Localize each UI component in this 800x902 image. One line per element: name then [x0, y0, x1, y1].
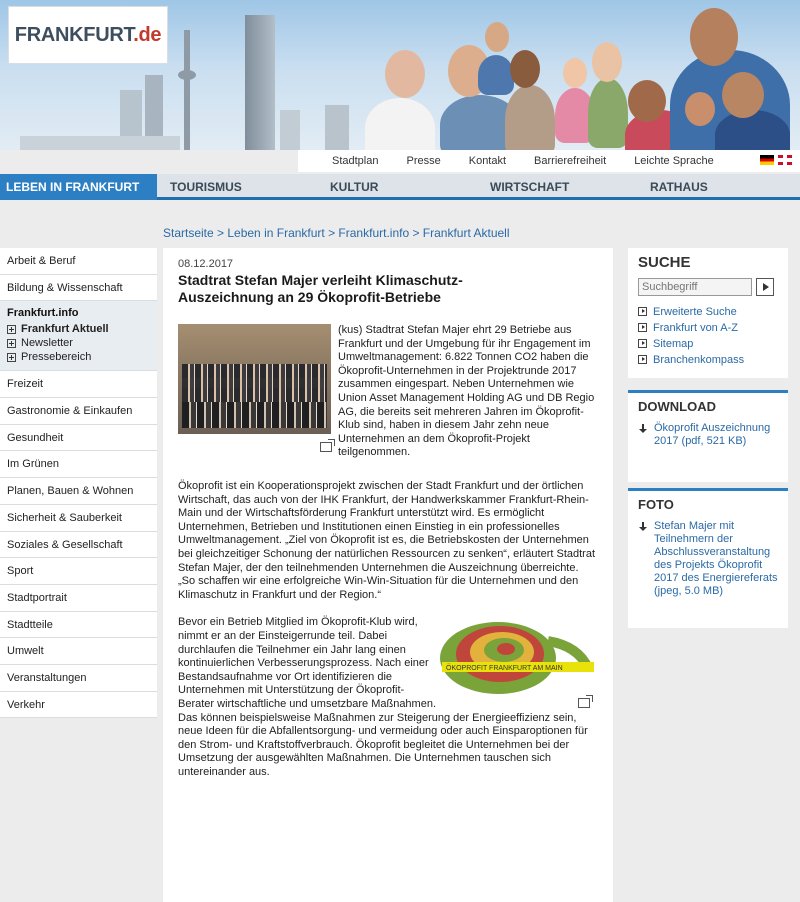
german-flag-icon[interactable]: [760, 155, 774, 165]
foto-box: [628, 488, 788, 628]
leftnav-item[interactable]: Freizeit: [0, 371, 157, 398]
leftnav-item[interactable]: Stadtteile: [0, 612, 157, 639]
leftnav-item[interactable]: Im Grünen: [0, 451, 157, 478]
leftnav-item[interactable]: Planen, Bauen & Wohnen: [0, 478, 157, 505]
leftnav-item[interactable]: Umwelt: [0, 638, 157, 665]
leftnav-group-title[interactable]: Frankfurt.info: [7, 307, 79, 320]
person-head: [685, 92, 715, 126]
photo-wrapper: [178, 324, 338, 466]
search-row: [638, 278, 780, 298]
play-arrow-icon: [763, 283, 769, 291]
article-title: Stadtrat Stefan Majer verleiht Klimaschutz-Auszeichnung an 29 Ökoprofit-Betriebe: [178, 272, 463, 305]
download-icon: [638, 522, 648, 532]
tv-tower: [184, 30, 190, 150]
person-head: [690, 8, 738, 66]
article: [163, 248, 613, 902]
download-title: DOWNLOAD: [638, 399, 716, 414]
arrow-box-icon: [638, 307, 647, 316]
person-head: [485, 22, 509, 52]
nav-kultur[interactable]: KULTUR: [330, 180, 379, 194]
nav-rathaus[interactable]: RATHAUS: [650, 180, 708, 194]
person-figure: [505, 85, 555, 150]
search-input[interactable]: [638, 278, 752, 296]
article-body: [178, 324, 598, 779]
service-link-stadtplan[interactable]: Stadtplan: [332, 155, 379, 167]
download-link-label: Ökoprofit Auszeichnung 2017 (pdf, 521 KB): [654, 422, 771, 447]
logo-suffix: .de: [133, 23, 162, 46]
leftnav-item[interactable]: Soziales & Gesellschaft: [0, 532, 157, 559]
foto-link-label: Stefan Majer mit Teilnehmern der Abschlussveranstaltung des Projekts Ökoprofit 2017 des Energiereferats (jpeg, 5.0 MB): [654, 520, 778, 597]
download-link[interactable]: [628, 420, 788, 448]
download-box: [628, 390, 788, 482]
search-link-label: Frankfurt von A-Z: [653, 322, 738, 334]
person-head: [628, 80, 666, 122]
search-submit-button[interactable]: [756, 278, 774, 296]
article-section-3: [178, 616, 598, 779]
service-link-leichte-sprache[interactable]: Leichte Sprache: [634, 155, 714, 167]
skyline-building: [280, 110, 300, 150]
arrow-box-icon: [638, 355, 647, 364]
left-nav: [0, 248, 157, 718]
leftnav-item[interactable]: Verkehr: [0, 692, 157, 719]
leftnav-item[interactable]: Stadtportrait: [0, 585, 157, 612]
foto-link[interactable]: [628, 518, 788, 598]
header-banner: [0, 0, 800, 150]
leftnav-item[interactable]: Bildung & Wissenschaft: [0, 275, 157, 302]
service-link-barrierefreiheit[interactable]: Barrierefreiheit: [534, 155, 607, 167]
search-link-sitemap[interactable]: [638, 338, 744, 351]
leftnav-subitem-pressebereich[interactable]: [7, 350, 150, 364]
leftnav-item[interactable]: Sport: [0, 558, 157, 585]
search-link-a-z[interactable]: [638, 322, 744, 335]
skyline-building: [20, 136, 180, 150]
messeturm: [245, 15, 275, 150]
oekoprofit-logo-wrapper: [438, 616, 598, 711]
site-logo[interactable]: [8, 6, 168, 64]
search-title: SUCHE: [638, 254, 691, 271]
person-head: [592, 42, 622, 82]
breadcrumb[interactable]: Startseite > Leben in Frankfurt > Frankfurt.info > Frankfurt Aktuell: [163, 226, 510, 240]
leftnav-item[interactable]: Veranstaltungen: [0, 665, 157, 692]
person-head: [722, 72, 764, 118]
person-head: [563, 58, 587, 88]
main-nav: [0, 174, 800, 200]
leftnav-item[interactable]: Gastronomie & Einkaufen: [0, 398, 157, 425]
service-link-kontakt[interactable]: Kontakt: [468, 155, 507, 167]
oekoprofit-logo[interactable]: [438, 616, 598, 696]
english-flag-icon[interactable]: [778, 155, 792, 165]
service-links: [298, 150, 800, 172]
enlarge-image-icon[interactable]: [320, 442, 332, 452]
leftnav-subitem-label: Frankfurt Aktuell: [21, 323, 109, 336]
download-icon: [638, 424, 648, 434]
arrow-box-icon: [638, 339, 647, 348]
search-link-label: Erweiterte Suche: [653, 306, 737, 318]
person-head: [510, 50, 540, 88]
arrow-box-icon: [638, 323, 647, 332]
expand-icon: [7, 353, 16, 362]
leftnav-subitem-label: Pressebereich: [21, 351, 92, 364]
logo-text: FRANKFURT: [14, 23, 134, 46]
article-paragraph-3: Bevor ein Betrieb Mitglied im Ökoprofit-Klub wird, nimmt er an der Einsteigerrunde teil. Dabei durchlaufen die Teilnehmer ein Jahr lang einen kontinuierlichen Verbesserungsprozess. Nach einer Bestandsaufnahme vor Ort identifizieren die Unternehmen mit Unterstützung der Ökoprofit-Berater wirtschaftliche und umsetzbare Maßnahmen. Das können beispielsweise Maßnahmen zur Steigerung der Energieeffizienz sein, neue Ideen für die Abfallentsorgung- und vermeidung oder auch Einsparoptionen für den Strom- und Kraftstoffverbrauch. Ökoprofit begleitet die Unternehmen bei der Umsetzung der ausgewählten Maßnahmen. Die Unternehmen tauschen sich untereinander aus.: [178, 616, 588, 778]
search-link-branchenkompass[interactable]: [638, 354, 744, 367]
leftnav-item[interactable]: Sicherheit & Sauberkeit: [0, 505, 157, 532]
service-link-presse[interactable]: Presse: [406, 155, 441, 167]
nav-leben-in-frankfurt[interactable]: LEBEN IN FRANKFURT: [0, 174, 157, 200]
enlarge-image-icon[interactable]: [578, 698, 590, 708]
group-photo[interactable]: [178, 324, 331, 434]
leftnav-subitem-newsletter[interactable]: [7, 336, 150, 350]
expand-icon: [7, 339, 16, 348]
search-box: [628, 248, 788, 378]
nav-tourismus[interactable]: TOURISMUS: [170, 180, 242, 194]
expand-icon: [7, 325, 16, 334]
nav-wirtschaft[interactable]: WIRTSCHAFT: [490, 180, 570, 194]
leftnav-item[interactable]: Arbeit & Beruf: [0, 248, 157, 275]
leftnav-subitem-label: Newsletter: [21, 337, 73, 350]
person-figure: [588, 78, 628, 148]
search-links: [638, 306, 744, 367]
search-link-label: Sitemap: [653, 338, 694, 350]
foto-title: FOTO: [638, 497, 674, 512]
leftnav-subitem-frankfurt-aktuell[interactable]: [7, 322, 150, 336]
skyline-building: [325, 105, 349, 150]
article-date: 08.12.2017: [178, 258, 234, 270]
search-link-label: Branchenkompass: [653, 354, 745, 366]
article-paragraph-2: Ökoprofit ist ein Kooperationsprojekt zwischen der Stadt Frankfurt und der örtlichen Wirtschaft, das auch von der IHK Frankfurt, der Handwerkskammer Frankfurt-Rhein-Main und der Wirtschaftsförderung Frankfurt unterstützt wird. Es ermöglicht Unternehmen, Betrieben und Institutionen einen Einstieg in ein professionelles Umweltmanagement. „Ziel von Ökoprofit ist es, die Betriebskosten der Unternehmen bei gleichzeitiger Schonung der natürlichen Ressourcen zu senken“, erläutert Stadtrat Stefan Majer, der den teilnehmenden Unternehmen die Auszeichnung überreichte. „So schaffen wir eine erfolgreiche Win-Win-Situation für die Unternehmen und den Klimaschutz in Frankfurt und der Region.“: [178, 480, 596, 601]
photo-people-row: [182, 402, 327, 428]
oekoprofit-logo-text: ÖKOPROFIT FRANKFURT AM MAIN: [446, 665, 563, 673]
article-paragraph-1: (kus) Stadtrat Stefan Majer ehrt 29 Betriebe aus Frankfurt und der Umgebung für ihr Engagement im Umweltmanagement: 6.822 Tonnen CO2 haben die Ökoprofit-Unternehmen in der Projektrunde 2017 zusammen eingespart. Neben Unternehmen wie Union Asset Management Holding AG und DB Regio AG, die bereits seit mehreren Jahren im Ökoprofit-Klub sind, haben in diesem Jahr zehn neue Unternehmen an dem Ökoprofit-Projekt teilgenommen.: [338, 324, 595, 459]
photo-people-row: [182, 388, 327, 402]
person-head: [385, 50, 425, 98]
search-link-erweitert[interactable]: [638, 306, 744, 319]
person-figure: [365, 98, 435, 150]
tv-tower-top: [178, 70, 196, 80]
person-figure: [478, 55, 514, 95]
leftnav-item[interactable]: Gesundheit: [0, 425, 157, 452]
service-bar: [0, 150, 800, 172]
leftnav-group-frankfurt-info: [0, 301, 157, 371]
